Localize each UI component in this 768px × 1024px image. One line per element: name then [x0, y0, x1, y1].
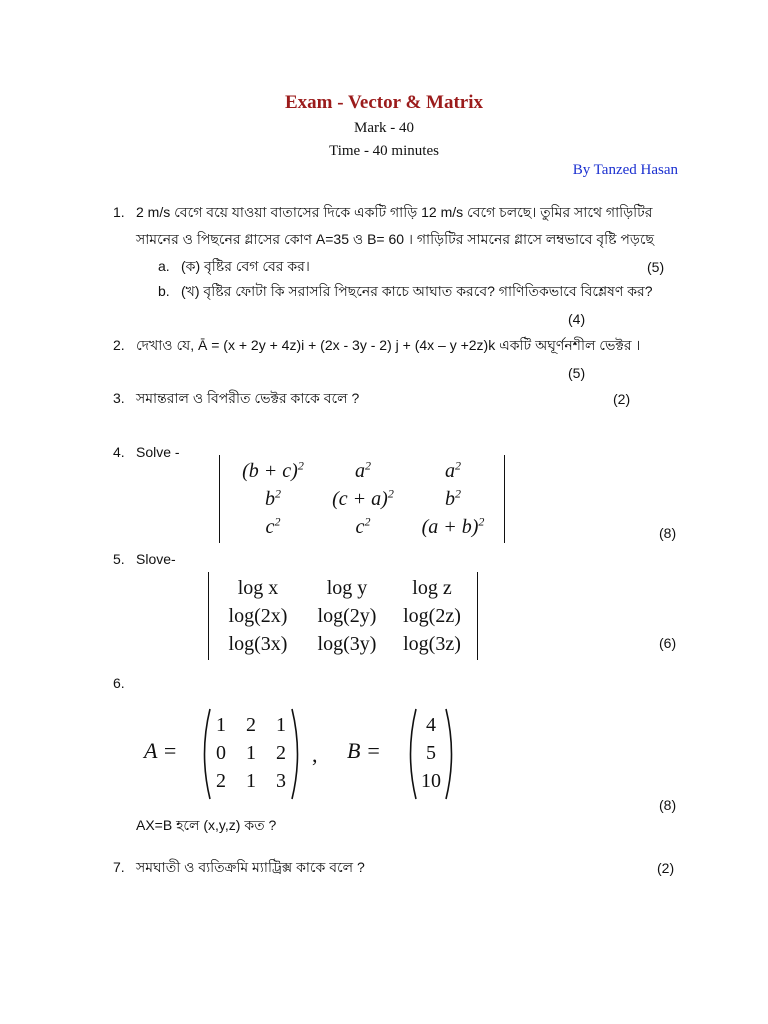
q3-number: 3.	[113, 390, 125, 406]
q7-mark: (2)	[657, 860, 675, 876]
matrix-separator: ,	[312, 742, 318, 767]
q4-label: Solve -	[136, 444, 180, 460]
matrix-cell: 3	[276, 769, 286, 792]
q6-text: AX=B হলে (x,y,z) কত ?	[136, 817, 277, 833]
matrix-cell: $a^2$	[355, 457, 371, 482]
matrix-a-label: A =	[144, 738, 178, 763]
q5-label: Slove-	[136, 551, 176, 567]
q3-mark: (2)	[613, 391, 631, 407]
matrix-cell: $a^2$	[445, 457, 461, 482]
matrix-cell: 2	[276, 741, 286, 764]
matrix-row	[212, 630, 474, 658]
determinant-bar-left	[219, 455, 220, 543]
matrix-a-table	[206, 711, 296, 795]
matrix-row	[412, 711, 450, 739]
matrix-cell: 2	[216, 769, 226, 792]
matrix-cell: 10	[421, 769, 441, 792]
matrix-row	[412, 767, 450, 795]
q4-mark: (8)	[659, 525, 677, 541]
q5-mark: (6)	[659, 635, 677, 651]
matrix-a	[198, 708, 304, 800]
q7-text: সমঘাতী ও ব্যতিক্রমি ম্যাট্রিক্স কাকে বলে ?	[136, 859, 365, 875]
matrix-cell: 1	[216, 713, 226, 736]
q5-number: 5.	[113, 551, 125, 567]
matrix-cell: 1	[246, 741, 256, 764]
matrix-cell: $b^2$	[265, 485, 281, 510]
q2-mark: (5)	[568, 365, 586, 381]
matrix-cell: 4	[426, 713, 436, 736]
exam-mark: Mark - 40	[354, 120, 414, 136]
q2-text: দেখাও যে, Ā = (x + 2y + 4z)i + (2x - 3y - 2) j + (4x – y +2z)k একটি অঘূর্ণনশীল ভেক্টর ।	[136, 337, 641, 353]
matrix-row	[212, 602, 474, 630]
matrix-cell: log z	[412, 576, 452, 599]
matrix-b-table	[412, 711, 450, 795]
matrix-cell: log(3y)	[317, 632, 377, 655]
q1b-text: (খ) বৃষ্টির ফোটা কি সরাসরি পিছনের কাচে আঘাত করবে? গাণিতিকভাবে বিশ্লেষণ কর?	[181, 283, 653, 299]
matrix-b-label: B =	[347, 738, 381, 763]
q1a-mark: (5)	[647, 259, 665, 275]
matrix-cell: log(2y)	[317, 604, 377, 627]
matrix-row	[225, 513, 501, 541]
q1-number: 1.	[113, 204, 125, 220]
matrix-cell: $c^2$	[355, 513, 371, 538]
matrix-cell: $c^2$	[265, 513, 281, 538]
q1a-label: a.	[158, 258, 170, 274]
matrix-row	[412, 739, 450, 767]
matrix-cell: log(2x)	[228, 604, 288, 627]
matrix-cell: 1	[246, 769, 256, 792]
q2-number: 2.	[113, 337, 125, 353]
q1b-mark: (4)	[568, 311, 586, 327]
exam-title: Exam - Vector & Matrix	[284, 92, 484, 113]
matrix-row	[206, 767, 296, 795]
matrix-cell: $(a + b)^2$	[421, 513, 485, 538]
matrix-row	[225, 457, 501, 485]
matrix-row	[225, 485, 501, 513]
q1-line1: 2 m/s বেগে বয়ে যাওয়া বাতাসের দিকে একটি গাড়ি 12 m/s বেগে চলছে। তুমির সাথে গাড়িটির	[136, 204, 653, 220]
matrix-cell: log y	[326, 576, 368, 599]
exam-time: Time - 40 minutes	[329, 143, 439, 159]
q4-number: 4.	[113, 444, 125, 460]
q5-determinant	[208, 572, 478, 660]
q7-number: 7.	[113, 859, 125, 875]
matrix-row	[206, 711, 296, 739]
matrix-cell: 1	[276, 713, 286, 736]
matrix-cell: log(3z)	[403, 632, 461, 655]
q5-matrix	[212, 574, 474, 658]
matrix-cell: log(3x)	[228, 632, 288, 655]
matrix-row	[212, 574, 474, 602]
matrix-cell: log x	[237, 576, 279, 599]
q6-mark: (8)	[659, 797, 677, 813]
matrix-b	[404, 708, 458, 800]
matrix-cell: $(b + c)^2$	[242, 457, 304, 482]
matrix-cell: 2	[246, 713, 256, 736]
matrix-cell: $b^2$	[445, 485, 461, 510]
matrix-cell: 0	[216, 741, 226, 764]
determinant-bar-left	[208, 572, 209, 660]
determinant-bar-right	[504, 455, 505, 543]
matrix-cell: log(2z)	[403, 604, 461, 627]
q1a-text: (ক) বৃষ্টির বেগ বের কর।	[181, 258, 310, 274]
q1-line2: সামনের ও পিছনের গ্লাসের কোণ A=35 ও B= 60 । গাড়িটির সামনের গ্লাসে লম্বভাবে বৃষ্টি পড়ছে	[136, 231, 655, 247]
q3-text: সমান্তরাল ও বিপরীত ভেক্টর কাকে বলে ?	[136, 390, 360, 406]
q4-matrix	[225, 457, 501, 541]
q4-determinant	[219, 455, 505, 543]
matrix-row	[206, 739, 296, 767]
exam-author: By Tanzed Hasan	[572, 162, 678, 178]
matrix-cell: 5	[426, 741, 436, 764]
q1b-label: b.	[158, 283, 170, 299]
q6-number: 6.	[113, 675, 125, 691]
matrix-cell: $(c + a)^2$	[332, 485, 394, 510]
determinant-bar-right	[477, 572, 478, 660]
